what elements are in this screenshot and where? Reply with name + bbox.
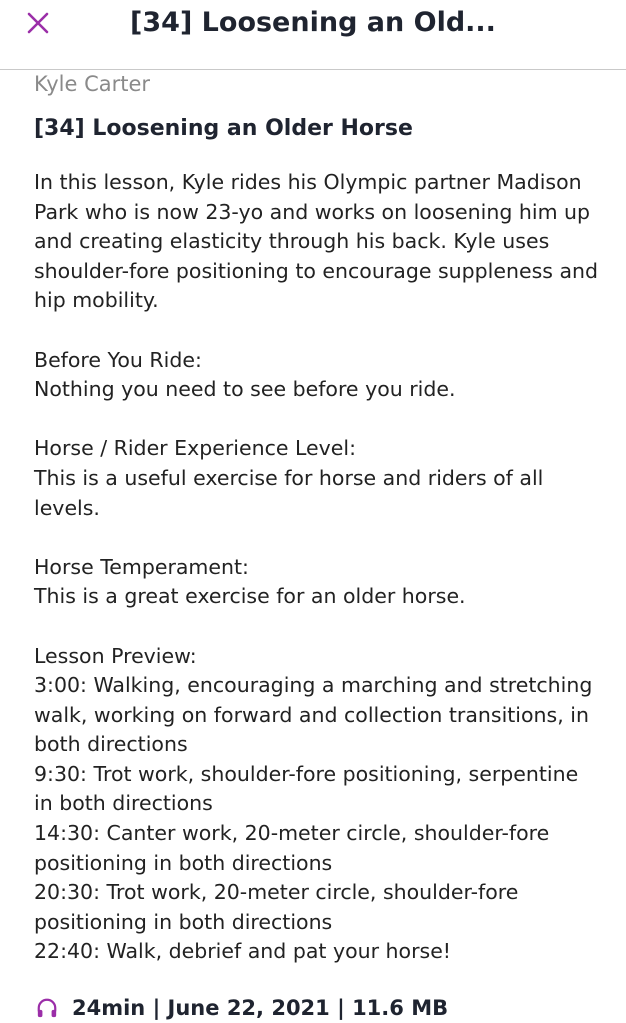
lesson-meta (36, 996, 448, 1020)
before-ride-label: Before You Ride: (34, 347, 202, 372)
preview-item: 20:30: Trot work, 20-meter circle, shoulder-fore positioning in both directions (34, 880, 519, 934)
author-name: Kyle Carter (34, 72, 151, 96)
header-title: [34] Loosening an Old... (130, 7, 496, 38)
lesson-content (34, 70, 600, 967)
preview-item: 14:30: Canter work, 20-meter circle, shoulder-fore positioning in both directions (34, 821, 550, 875)
lesson-description (34, 168, 600, 967)
before-ride-text: Nothing you need to see before you ride. (34, 377, 456, 402)
experience-text: This is a useful exercise for horse and riders of all levels. (34, 465, 544, 520)
experience-label: Horse / Rider Experience Level: (34, 436, 356, 461)
lesson-intro: In this lesson, Kyle rides his Olympic partner Madison Park who is now 23-yo and works on loosening him up and creating elasticity through his back. Kyle uses shoulder-fore positioning to encourage suppleness and hip mobility. (34, 170, 599, 313)
close-icon (24, 8, 54, 38)
preview-label: Lesson Preview: (34, 643, 197, 668)
lesson-title: [34] Loosening an Older Horse (34, 116, 413, 141)
preview-item: 22:40: Walk, debrief and pat your horse! (34, 939, 452, 964)
lesson-meta-text: 24min | June 22, 2021 | 11.6 MB (72, 996, 449, 1020)
temperament-text: This is a great exercise for an older horse. (34, 584, 466, 609)
app-header (0, 0, 626, 70)
headphones-icon (36, 997, 58, 1019)
preview-item: 9:30: Trot work, shoulder-fore positioning, serpentine in both directions (34, 761, 579, 816)
close-button[interactable] (24, 8, 54, 38)
temperament-label: Horse Temperament: (34, 554, 249, 579)
preview-item: 3:00: Walking, encouraging a marching and stretching walk, working on forward and collection transitions, in both directions (34, 673, 593, 757)
